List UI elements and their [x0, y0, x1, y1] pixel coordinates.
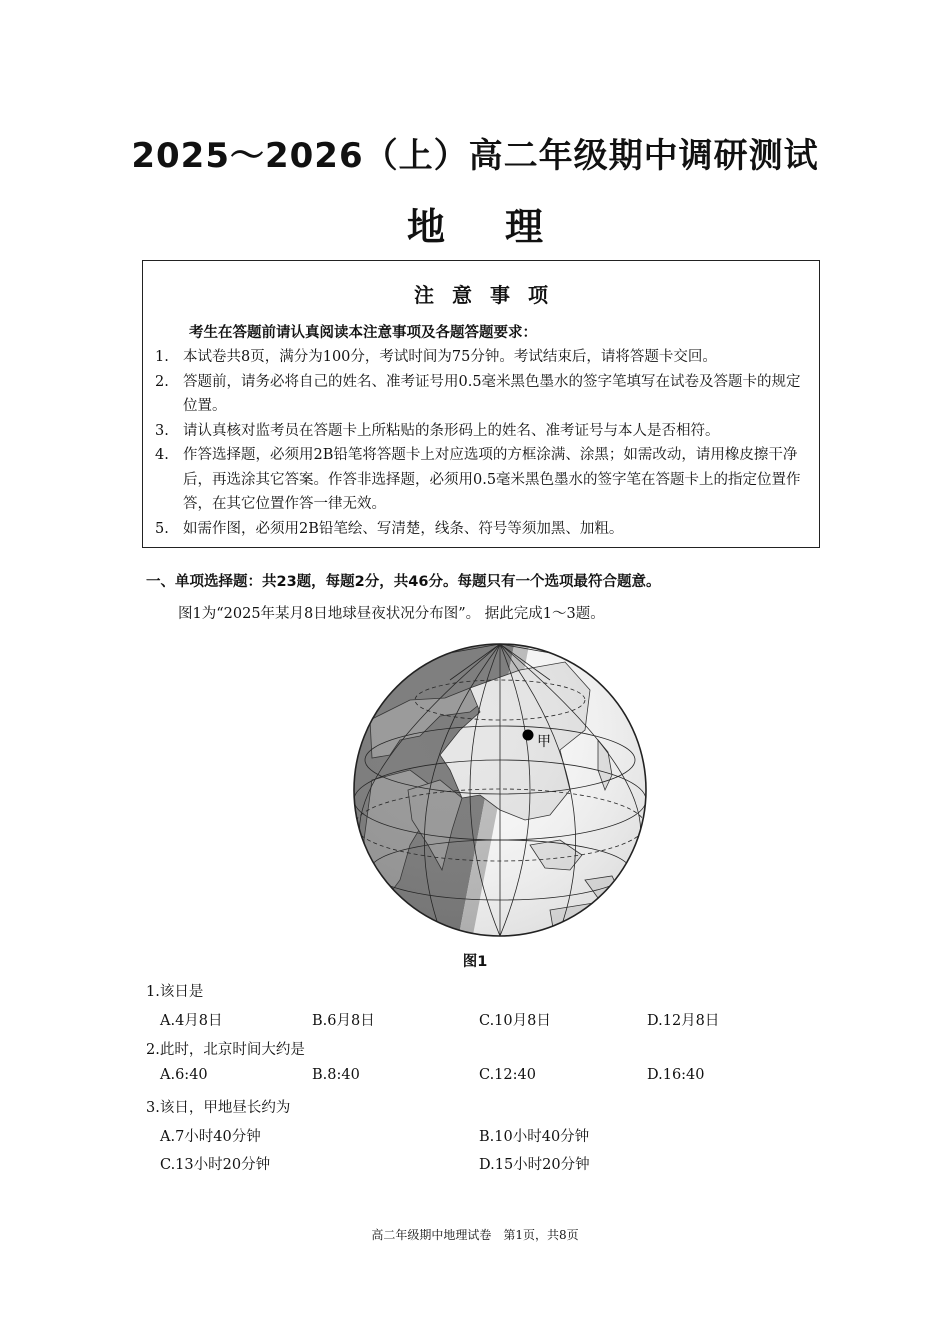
- option-b[interactable]: B.6月8日: [312, 1013, 375, 1029]
- notice-item-text: 答题前，请务必将自己的姓名、准考证号用0.5毫米黑色墨水的签字笔填写在试卷及答题卡的规定位置。: [183, 373, 801, 414]
- subject-title: 地理: [406, 205, 603, 249]
- notice-intro: 考生在答题前请认真阅读本注意事项及各题答题要求：: [189, 325, 537, 341]
- notice-box: [142, 260, 820, 548]
- option-d[interactable]: D.15小时20分钟: [479, 1157, 590, 1173]
- point-jia-label: 甲: [537, 734, 551, 750]
- notice-item: [155, 345, 809, 370]
- figure-caption: 图1: [462, 954, 488, 970]
- page-footer: 高二年级期中地理试卷 第1页，共8页: [371, 1228, 579, 1242]
- notice-item: [155, 443, 809, 517]
- section-heading: 一、单项选择题：共23题，每题2分，共46分。每题只有一个选项最符合题意。: [146, 574, 661, 590]
- notice-item-text: 本试卷共8页，满分为100分，考试时间为75分钟。考试结束后，请将答题卡交回。: [183, 349, 717, 365]
- option-b[interactable]: B.10小时40分钟: [479, 1129, 590, 1145]
- globe-shading: [350, 640, 650, 940]
- question-stem: 1.该日是: [146, 984, 204, 1000]
- option-a[interactable]: A.7小时40分钟: [160, 1129, 261, 1145]
- notice-item-number: 5.: [155, 520, 169, 537]
- notice-item-text: 作答选择题，必须用2B铅笔将答题卡上对应选项的方框涂满、涂黑；如需改动，请用橡皮擦干净后，再选涂其它答案。作答非选择题，必须用0.5毫米黑色墨水的签字笔在答题卡上的指定位置作答，在其它位置作答一律无效。: [183, 447, 801, 512]
- option-b[interactable]: B.8:40: [312, 1067, 360, 1083]
- point-jia-marker: [523, 730, 534, 741]
- question-group-intro: 图1为“2025年某月8日地球昼夜状况分布图”。 据此完成1～3题。: [178, 606, 605, 622]
- option-d[interactable]: D.16:40: [647, 1067, 705, 1083]
- notice-item-text: 如需作图，必须用2B铅笔绘、写清楚，线条、符号等须加黑、加粗。: [183, 520, 624, 537]
- notice-item-number: 2.: [155, 373, 169, 390]
- notice-item-number: 4.: [155, 447, 169, 463]
- question-stem: 3.该日，甲地昼长约为: [146, 1100, 291, 1116]
- notice-title: 注意事项: [414, 283, 566, 307]
- notice-list: [155, 345, 809, 541]
- option-a[interactable]: A.4月8日: [160, 1013, 223, 1029]
- notice-item: [155, 370, 809, 419]
- exam-title: 2025～2026（上）高二年级期中调研测试: [131, 136, 819, 176]
- option-c[interactable]: C.10月8日: [479, 1013, 551, 1029]
- notice-item-number: 3.: [155, 422, 169, 439]
- notice-item-text: 请认真核对监考员在答题卡上所粘贴的条形码上的姓名、准考证号与本人是否相符。: [183, 422, 720, 439]
- option-c[interactable]: C.12:40: [479, 1067, 536, 1083]
- option-d[interactable]: D.12月8日: [647, 1013, 720, 1029]
- notice-item: [155, 517, 809, 542]
- question-stem: 2.此时，北京时间大约是: [146, 1042, 305, 1058]
- notice-item-number: 1.: [155, 349, 169, 365]
- globe-figure: [350, 640, 650, 940]
- option-c[interactable]: C.13小时20分钟: [160, 1157, 271, 1173]
- notice-item: [155, 419, 809, 444]
- option-a[interactable]: A.6:40: [160, 1067, 208, 1083]
